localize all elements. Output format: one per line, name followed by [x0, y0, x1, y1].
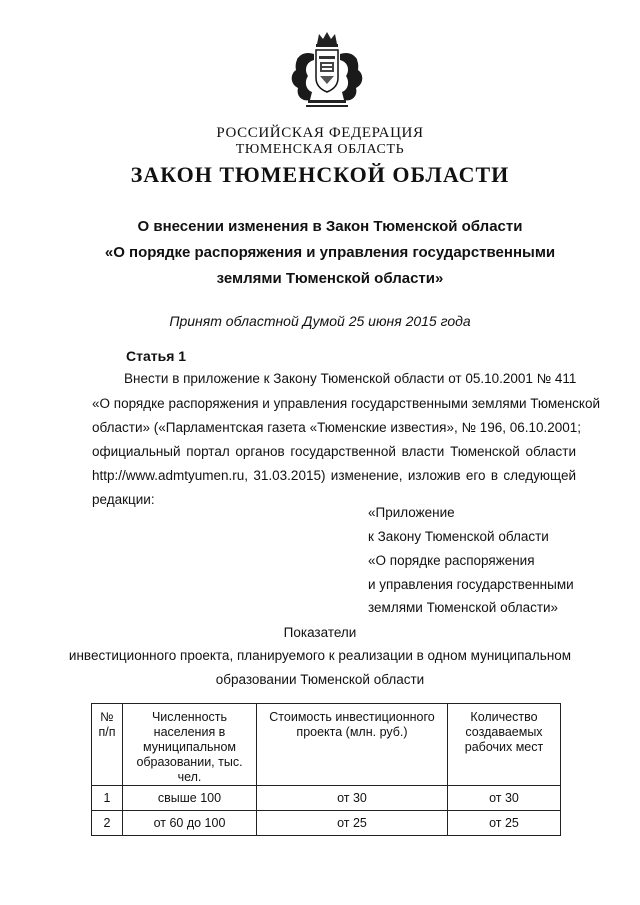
- law-title-line-3: землями Тюменской области»: [216, 270, 444, 287]
- adoption-note: Принят областной Думой 25 июня 2015 года: [169, 313, 471, 329]
- header-country: РОССИЙСКАЯ ФЕДЕРАЦИЯ: [216, 125, 424, 141]
- appendix-line-1: «Приложение: [368, 505, 455, 520]
- article-text-line-6: редакции:: [92, 492, 155, 507]
- header-doc-type: ЗАКОН ТЮМЕНСКОЙ ОБЛАСТИ: [130, 162, 510, 187]
- row-number-cell: 1: [92, 786, 123, 811]
- table-row: [92, 811, 561, 836]
- row-number-cell: 2: [92, 811, 123, 836]
- appendix-line-5: землями Тюменской области»: [368, 600, 559, 615]
- article-text-line-1: Внести в приложение к Закону Тюменской области от 05.10.2001 № 411: [124, 371, 577, 386]
- population-cell: от 60 до 100: [123, 811, 257, 836]
- header-cell-jobs: Количество создаваемых рабочих мест: [448, 704, 561, 786]
- article-heading: Статья 1: [126, 348, 187, 364]
- article-text-line-2: «О порядке распоряжения и управления государственными землями Тюменской: [92, 396, 601, 411]
- article-text-line-5: http://www.admtyumen.ru, 31.03.2015) изменение, изложив его в следующей: [92, 468, 576, 483]
- project-cost-cell: от 25: [257, 811, 448, 836]
- article-text-line-3: области» («Парламентская газета «Тюменские известия», № 196, 06.10.2001;: [92, 420, 582, 435]
- jobs-cell: от 30: [448, 786, 561, 811]
- table-row: [92, 786, 561, 811]
- header-cell-population: Численность населения в муниципальном образовании, тыс. чел.: [123, 704, 257, 786]
- jobs-cell: от 25: [448, 811, 561, 836]
- appendix-line-3: «О порядке распоряжения: [368, 553, 535, 568]
- indicators-subtitle-line-1: инвестиционного проекта, планируемого к реализации в одном муниципальном: [68, 648, 572, 663]
- appendix-line-2: к Закону Тюменской области: [368, 529, 549, 544]
- coat-of-arms-emblem: [284, 30, 370, 114]
- header-region: ТЮМЕНСКАЯ ОБЛАСТЬ: [235, 142, 405, 157]
- article-text-line-4: официальный портал органов государственной власти Тюменской области: [92, 444, 576, 459]
- law-title-line-2: «О порядке распоряжения и управления государственными: [104, 244, 556, 261]
- indicators-title: Показатели: [283, 625, 357, 640]
- project-cost-cell: от 30: [257, 786, 448, 811]
- law-title-line-1: О внесении изменения в Закон Тюменской области: [137, 218, 523, 235]
- header-cell-project-cost: Стоимость инвестиционного проекта (млн. руб.): [257, 704, 448, 786]
- indicators-subtitle-line-2: образовании Тюменской области: [215, 672, 425, 687]
- population-cell: свыше 100: [123, 786, 257, 811]
- appendix-line-4: и управления государственными: [368, 577, 574, 592]
- table-header-row: [92, 704, 561, 786]
- indicators-table: [91, 703, 561, 836]
- header-cell-number: № п/п: [92, 704, 123, 786]
